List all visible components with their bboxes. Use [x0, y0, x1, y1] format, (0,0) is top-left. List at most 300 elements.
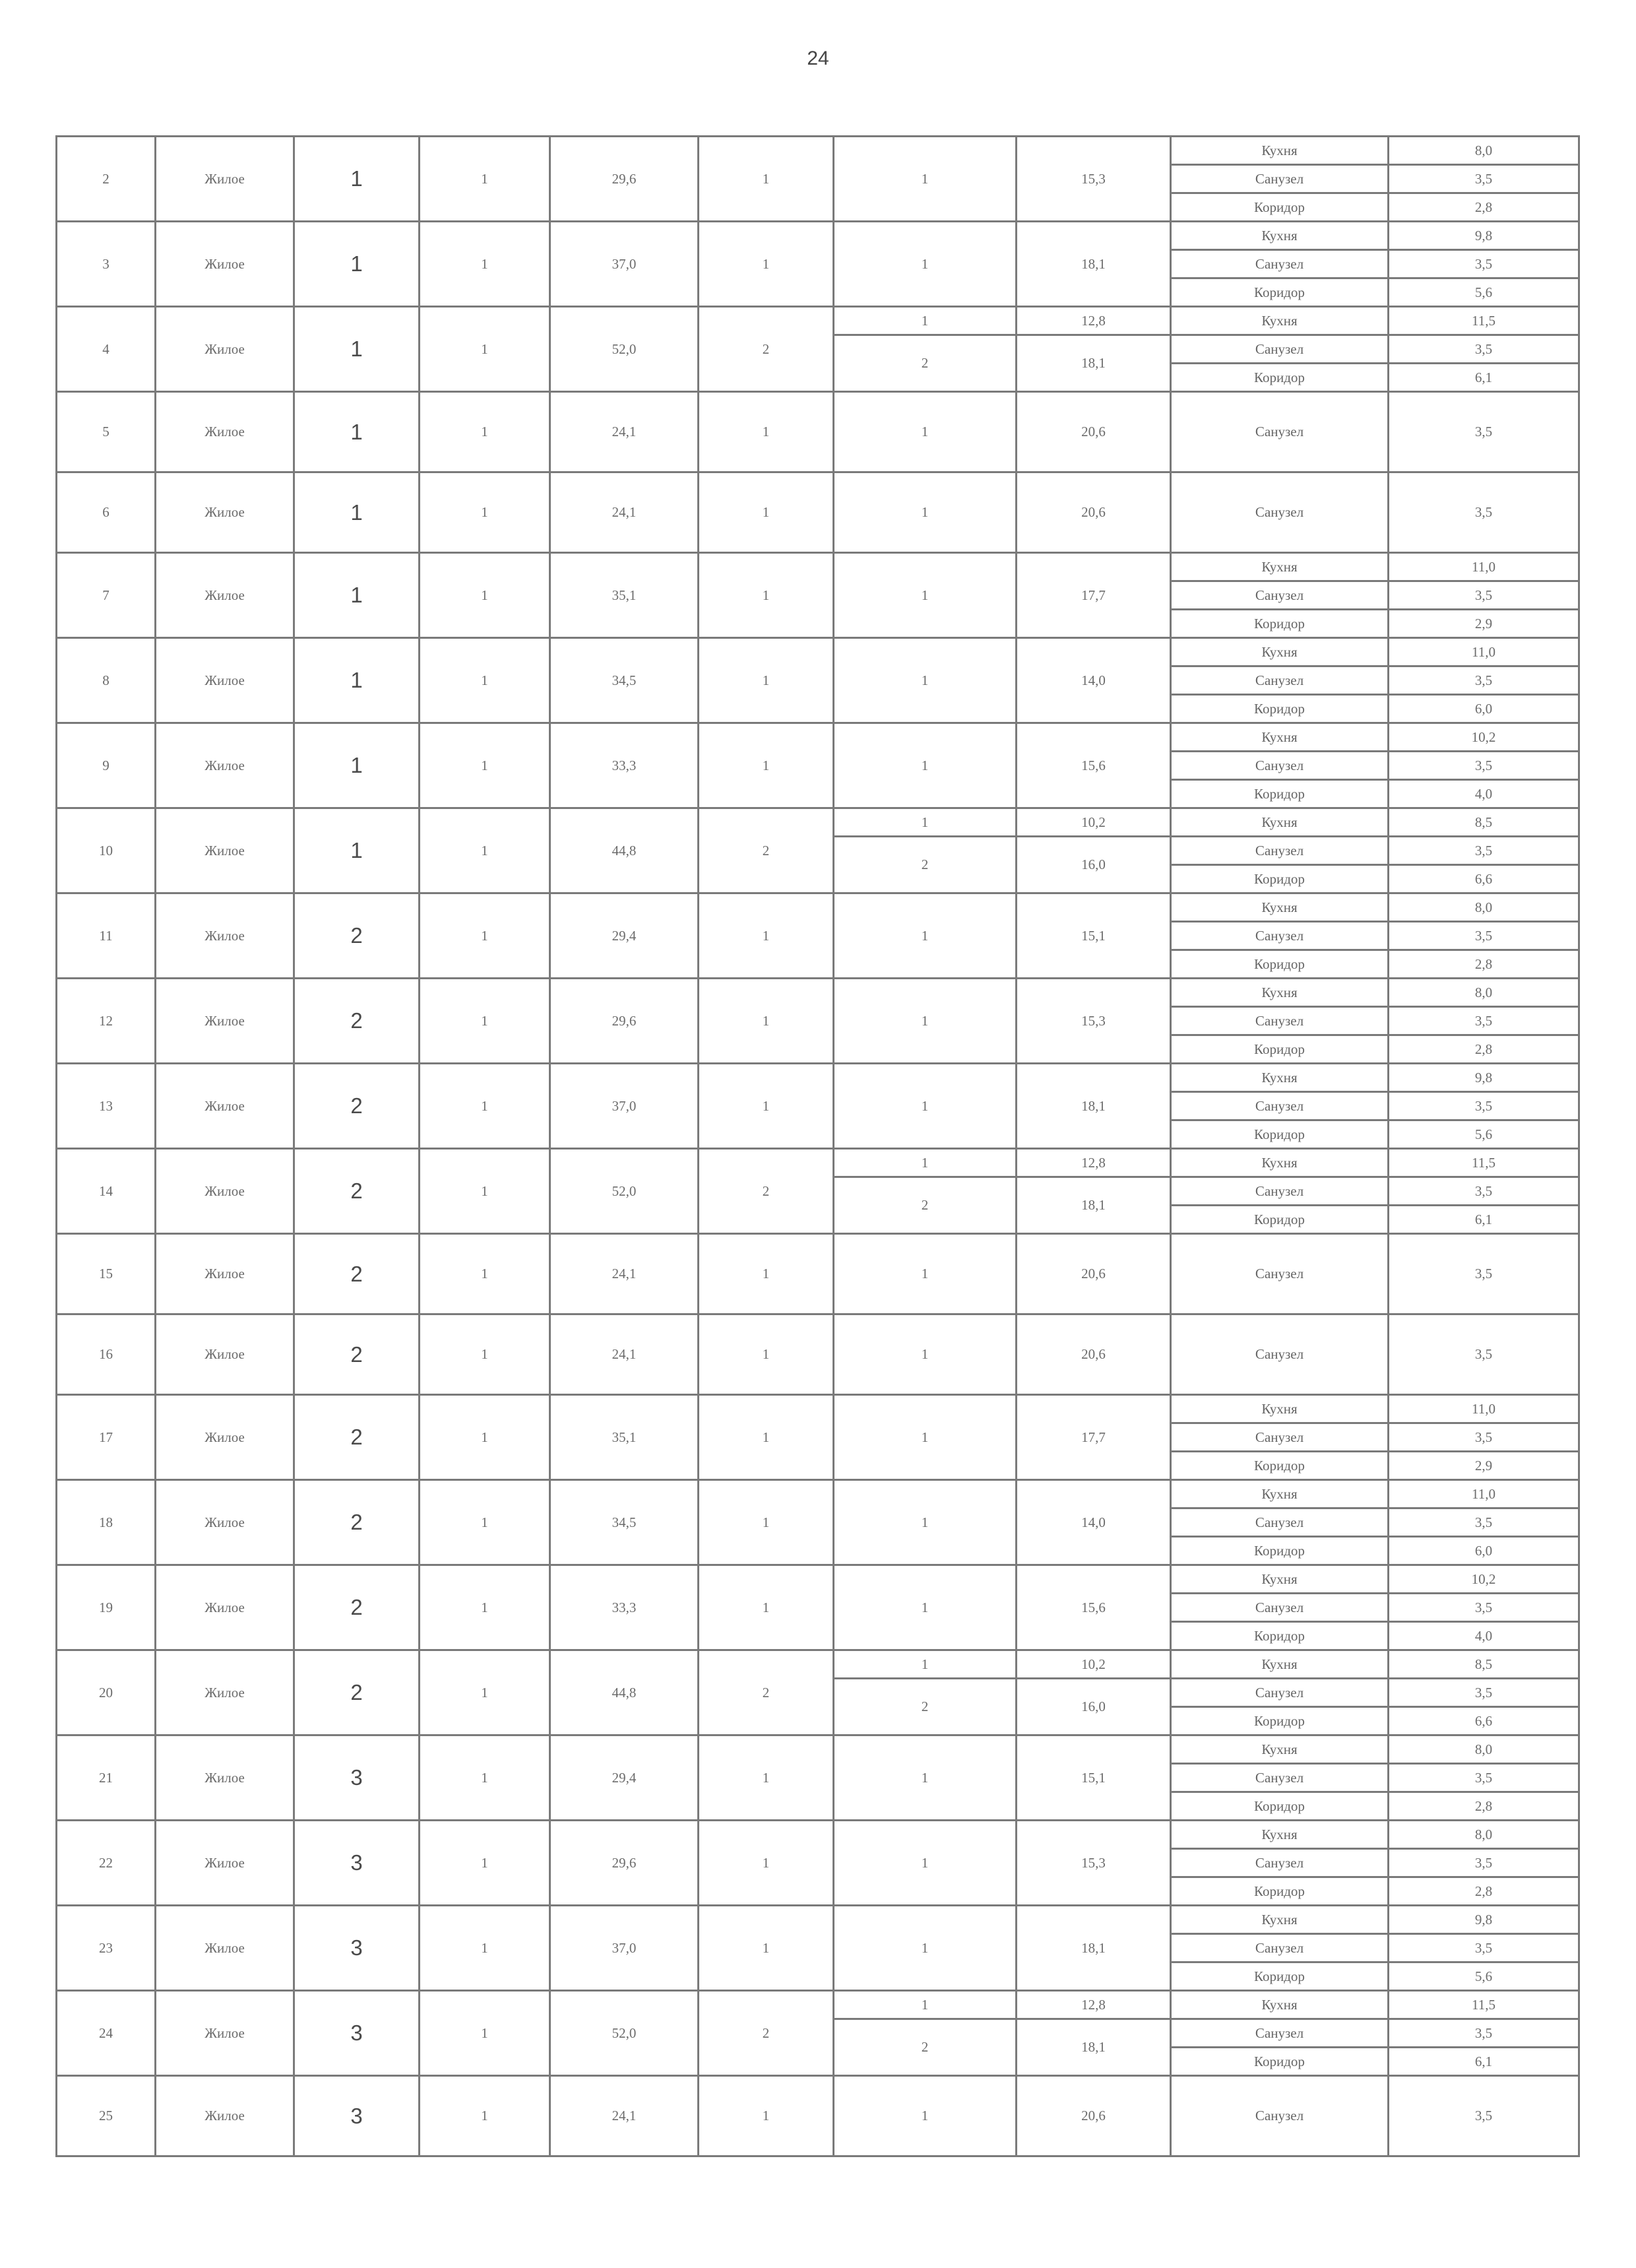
aux-room-area-cell: 3,5	[1389, 581, 1579, 610]
room-number-cell: 1	[834, 472, 1017, 553]
apartment-number-cell: 4	[57, 307, 156, 392]
room-number-cell: 1	[834, 307, 1017, 335]
room-area-cell: 20,6	[1017, 2076, 1171, 2156]
apartment-number-cell: 9	[57, 723, 156, 808]
aux-room-area-cell: 3,5	[1389, 1314, 1579, 1395]
aux-room-area-cell: 11,5	[1389, 1149, 1579, 1177]
sections-cell: 1	[420, 638, 550, 723]
room-number-cell: 1	[834, 1064, 1017, 1149]
sections-cell: 1	[420, 723, 550, 808]
room-number-cell: 1	[834, 1314, 1017, 1395]
room-number-cell: 1	[834, 222, 1017, 307]
room-number-cell: 1	[834, 1565, 1017, 1650]
rooms-count-cell: 1	[699, 222, 834, 307]
total-area-cell: 34,5	[550, 1480, 699, 1565]
room-number-cell: 1	[834, 638, 1017, 723]
aux-room-area-cell: 8,0	[1389, 137, 1579, 165]
aux-room-name-cell: Санузел	[1171, 2019, 1389, 2048]
aux-room-area-cell: 6,6	[1389, 1707, 1579, 1735]
sections-cell: 1	[420, 1395, 550, 1480]
apartment-number-cell: 18	[57, 1480, 156, 1565]
aux-room-name-cell: Санузел	[1171, 1423, 1389, 1452]
room-area-cell: 16,0	[1017, 837, 1171, 893]
room-number-cell: 1	[834, 723, 1017, 808]
total-area-cell: 44,8	[550, 1650, 699, 1735]
purpose-cell: Жилое	[156, 1314, 294, 1395]
purpose-cell: Жилое	[156, 1906, 294, 1991]
aux-room-area-cell: 11,5	[1389, 1991, 1579, 2019]
apartment-number-cell: 3	[57, 222, 156, 307]
total-area-cell: 33,3	[550, 1565, 699, 1650]
apartment-number-cell: 22	[57, 1821, 156, 1906]
aux-room-area-cell: 11,0	[1389, 553, 1579, 581]
aux-room-area-cell: 10,2	[1389, 723, 1579, 752]
floor-cell: 1	[294, 723, 420, 808]
table-row	[57, 1735, 1579, 1764]
aux-room-area-cell: 6,1	[1389, 1206, 1579, 1234]
rooms-count-cell: 1	[699, 723, 834, 808]
purpose-cell: Жилое	[156, 979, 294, 1064]
room-area-cell: 18,1	[1017, 1064, 1171, 1149]
total-area-cell: 37,0	[550, 1064, 699, 1149]
floor-cell: 1	[294, 472, 420, 553]
sections-cell: 1	[420, 1821, 550, 1906]
aux-room-area-cell: 3,5	[1389, 2019, 1579, 2048]
room-area-cell: 10,2	[1017, 1650, 1171, 1679]
aux-room-area-cell: 3,5	[1389, 1092, 1579, 1120]
floor-cell: 2	[294, 893, 420, 979]
page-number: 24	[807, 48, 829, 69]
aux-room-name-cell: Санузел	[1171, 1177, 1389, 1206]
aux-room-name-cell: Кухня	[1171, 1149, 1389, 1177]
purpose-cell: Жилое	[156, 1821, 294, 1906]
floor-cell: 2	[294, 1565, 420, 1650]
room-number-cell: 2	[834, 1679, 1017, 1735]
aux-room-name-cell: Кухня	[1171, 638, 1389, 666]
aux-room-area-cell: 8,0	[1389, 1821, 1579, 1849]
apartment-number-cell: 8	[57, 638, 156, 723]
room-number-cell: 1	[834, 392, 1017, 472]
total-area-cell: 29,4	[550, 893, 699, 979]
aux-room-area-cell: 9,8	[1389, 1064, 1579, 1092]
aux-room-area-cell: 3,5	[1389, 1007, 1579, 1035]
room-area-cell: 20,6	[1017, 1234, 1171, 1314]
room-area-cell: 14,0	[1017, 638, 1171, 723]
floor-cell: 3	[294, 2076, 420, 2156]
total-area-cell: 52,0	[550, 1991, 699, 2076]
aux-room-name-cell: Кухня	[1171, 1906, 1389, 1934]
sections-cell: 1	[420, 1064, 550, 1149]
floor-cell: 2	[294, 1314, 420, 1395]
table-row	[57, 1991, 1579, 2019]
sections-cell: 1	[420, 392, 550, 472]
aux-room-name-cell: Санузел	[1171, 250, 1389, 278]
apartments-table	[55, 135, 1580, 2157]
apartment-number-cell: 17	[57, 1395, 156, 1480]
purpose-cell: Жилое	[156, 472, 294, 553]
purpose-cell: Жилое	[156, 222, 294, 307]
room-area-cell: 14,0	[1017, 1480, 1171, 1565]
aux-room-area-cell: 8,0	[1389, 893, 1579, 922]
room-number-cell: 1	[834, 979, 1017, 1064]
room-number-cell: 1	[834, 2076, 1017, 2156]
apartment-number-cell: 15	[57, 1234, 156, 1314]
aux-room-name-cell: Коридор	[1171, 1877, 1389, 1906]
purpose-cell: Жилое	[156, 392, 294, 472]
room-area-cell: 15,3	[1017, 137, 1171, 222]
room-number-cell: 2	[834, 1177, 1017, 1234]
room-number-cell: 1	[834, 1821, 1017, 1906]
aux-room-area-cell: 3,5	[1389, 1849, 1579, 1877]
rooms-count-cell: 1	[699, 1735, 834, 1821]
aux-room-name-cell: Санузел	[1171, 1007, 1389, 1035]
apartment-number-cell: 16	[57, 1314, 156, 1395]
floor-cell: 2	[294, 1149, 420, 1234]
aux-room-name-cell: Санузел	[1171, 1679, 1389, 1707]
aux-room-name-cell: Коридор	[1171, 950, 1389, 979]
room-number-cell: 1	[834, 893, 1017, 979]
aux-room-area-cell: 11,0	[1389, 638, 1579, 666]
aux-room-name-cell: Санузел	[1171, 1764, 1389, 1792]
floor-cell: 1	[294, 222, 420, 307]
total-area-cell: 29,4	[550, 1735, 699, 1821]
rooms-count-cell: 1	[699, 553, 834, 638]
rooms-count-cell: 2	[699, 1650, 834, 1735]
floor-cell: 1	[294, 808, 420, 893]
aux-room-name-cell: Кухня	[1171, 137, 1389, 165]
aux-room-area-cell: 5,6	[1389, 1962, 1579, 1991]
aux-room-name-cell: Коридор	[1171, 865, 1389, 893]
apartment-number-cell: 23	[57, 1906, 156, 1991]
aux-room-area-cell: 3,5	[1389, 165, 1579, 193]
aux-room-name-cell: Кухня	[1171, 723, 1389, 752]
sections-cell: 1	[420, 472, 550, 553]
aux-room-area-cell: 3,5	[1389, 1234, 1579, 1314]
aux-room-area-cell: 3,5	[1389, 2076, 1579, 2156]
aux-room-name-cell: Санузел	[1171, 165, 1389, 193]
rooms-count-cell: 1	[699, 1480, 834, 1565]
aux-room-area-cell: 5,6	[1389, 278, 1579, 307]
sections-cell: 1	[420, 222, 550, 307]
apartment-number-cell: 21	[57, 1735, 156, 1821]
sections-cell: 1	[420, 2076, 550, 2156]
table-row	[57, 1480, 1579, 1508]
total-area-cell: 52,0	[550, 1149, 699, 1234]
rooms-count-cell: 1	[699, 137, 834, 222]
aux-room-name-cell: Кухня	[1171, 979, 1389, 1007]
aux-room-area-cell: 5,6	[1389, 1120, 1579, 1149]
aux-room-area-cell: 3,5	[1389, 666, 1579, 695]
aux-room-area-cell: 3,5	[1389, 472, 1579, 553]
apartment-number-cell: 7	[57, 553, 156, 638]
aux-room-area-cell: 2,8	[1389, 950, 1579, 979]
apartment-number-cell: 10	[57, 808, 156, 893]
sections-cell: 1	[420, 1314, 550, 1395]
aux-room-name-cell: Кухня	[1171, 1064, 1389, 1092]
apartment-number-cell: 5	[57, 392, 156, 472]
room-area-cell: 15,3	[1017, 979, 1171, 1064]
total-area-cell: 35,1	[550, 553, 699, 638]
floor-cell: 1	[294, 307, 420, 392]
room-area-cell: 18,1	[1017, 335, 1171, 392]
room-area-cell: 15,6	[1017, 723, 1171, 808]
apartment-number-cell: 11	[57, 893, 156, 979]
aux-room-name-cell: Коридор	[1171, 2048, 1389, 2076]
room-number-cell: 2	[834, 837, 1017, 893]
aux-room-area-cell: 11,0	[1389, 1480, 1579, 1508]
total-area-cell: 35,1	[550, 1395, 699, 1480]
room-area-cell: 18,1	[1017, 222, 1171, 307]
aux-room-area-cell: 3,5	[1389, 1679, 1579, 1707]
aux-room-area-cell: 6,6	[1389, 865, 1579, 893]
room-area-cell: 12,8	[1017, 307, 1171, 335]
aux-room-name-cell: Санузел	[1171, 922, 1389, 950]
sections-cell: 1	[420, 1991, 550, 2076]
aux-room-area-cell: 3,5	[1389, 1177, 1579, 1206]
purpose-cell: Жилое	[156, 1480, 294, 1565]
table-row	[57, 1650, 1579, 1679]
aux-room-name-cell: Кухня	[1171, 1991, 1389, 2019]
purpose-cell: Жилое	[156, 1149, 294, 1234]
purpose-cell: Жилое	[156, 137, 294, 222]
total-area-cell: 37,0	[550, 1906, 699, 1991]
aux-room-name-cell: Кухня	[1171, 893, 1389, 922]
aux-room-area-cell: 6,0	[1389, 1537, 1579, 1565]
apartment-number-cell: 12	[57, 979, 156, 1064]
aux-room-name-cell: Кухня	[1171, 1735, 1389, 1764]
aux-room-area-cell: 6,0	[1389, 695, 1579, 723]
aux-room-name-cell: Коридор	[1171, 193, 1389, 222]
purpose-cell: Жилое	[156, 1565, 294, 1650]
room-area-cell: 10,2	[1017, 808, 1171, 837]
room-number-cell: 2	[834, 335, 1017, 392]
apartment-number-cell: 6	[57, 472, 156, 553]
floor-cell: 2	[294, 1395, 420, 1480]
aux-room-area-cell: 4,0	[1389, 780, 1579, 808]
aux-room-area-cell: 3,5	[1389, 1764, 1579, 1792]
purpose-cell: Жилое	[156, 808, 294, 893]
floor-cell: 3	[294, 1906, 420, 1991]
aux-room-area-cell: 3,5	[1389, 392, 1579, 472]
table-row	[57, 1234, 1579, 1314]
room-number-cell: 2	[834, 2019, 1017, 2076]
floor-cell: 2	[294, 1064, 420, 1149]
purpose-cell: Жилое	[156, 1234, 294, 1314]
table-row	[57, 1314, 1579, 1395]
floor-cell: 2	[294, 1480, 420, 1565]
aux-room-area-cell: 9,8	[1389, 222, 1579, 250]
rooms-count-cell: 1	[699, 979, 834, 1064]
purpose-cell: Жилое	[156, 638, 294, 723]
floor-cell: 2	[294, 1234, 420, 1314]
sections-cell: 1	[420, 1735, 550, 1821]
table-row	[57, 808, 1579, 837]
sections-cell: 1	[420, 808, 550, 893]
floor-cell: 1	[294, 638, 420, 723]
table-row	[57, 1565, 1579, 1594]
aux-room-name-cell: Кухня	[1171, 808, 1389, 837]
aux-room-area-cell: 3,5	[1389, 335, 1579, 364]
aux-room-area-cell: 2,9	[1389, 610, 1579, 638]
aux-room-name-cell: Коридор	[1171, 1035, 1389, 1064]
table-row	[57, 222, 1579, 250]
table-row	[57, 1906, 1579, 1934]
total-area-cell: 29,6	[550, 1821, 699, 1906]
rooms-count-cell: 1	[699, 1234, 834, 1314]
room-area-cell: 15,3	[1017, 1821, 1171, 1906]
aux-room-name-cell: Коридор	[1171, 1962, 1389, 1991]
sections-cell: 1	[420, 1565, 550, 1650]
aux-room-name-cell: Санузел	[1171, 1934, 1389, 1962]
aux-room-area-cell: 8,5	[1389, 1650, 1579, 1679]
aux-room-name-cell: Коридор	[1171, 1792, 1389, 1821]
aux-room-name-cell: Кухня	[1171, 307, 1389, 335]
floor-cell: 1	[294, 137, 420, 222]
aux-room-area-cell: 8,5	[1389, 808, 1579, 837]
sections-cell: 1	[420, 1906, 550, 1991]
rooms-count-cell: 1	[699, 1314, 834, 1395]
aux-room-name-cell: Санузел	[1171, 1314, 1389, 1395]
rooms-count-cell: 1	[699, 472, 834, 553]
floor-cell: 1	[294, 553, 420, 638]
table-row	[57, 1395, 1579, 1423]
floor-cell: 1	[294, 392, 420, 472]
rooms-count-cell: 2	[699, 1991, 834, 2076]
aux-room-name-cell: Санузел	[1171, 335, 1389, 364]
aux-room-name-cell: Санузел	[1171, 666, 1389, 695]
purpose-cell: Жилое	[156, 2076, 294, 2156]
rooms-count-cell: 1	[699, 392, 834, 472]
apartment-number-cell: 2	[57, 137, 156, 222]
aux-room-name-cell: Санузел	[1171, 752, 1389, 780]
room-area-cell: 15,6	[1017, 1565, 1171, 1650]
aux-room-name-cell: Коридор	[1171, 1707, 1389, 1735]
purpose-cell: Жилое	[156, 723, 294, 808]
aux-room-name-cell: Коридор	[1171, 1452, 1389, 1480]
aux-room-name-cell: Кухня	[1171, 1650, 1389, 1679]
aux-room-area-cell: 3,5	[1389, 1594, 1579, 1622]
total-area-cell: 24,1	[550, 392, 699, 472]
aux-room-area-cell: 3,5	[1389, 250, 1579, 278]
table-row	[57, 1064, 1579, 1092]
table-row	[57, 893, 1579, 922]
aux-room-name-cell: Коридор	[1171, 1120, 1389, 1149]
aux-room-name-cell: Санузел	[1171, 581, 1389, 610]
rooms-count-cell: 2	[699, 307, 834, 392]
room-area-cell: 17,7	[1017, 1395, 1171, 1480]
room-number-cell: 1	[834, 1149, 1017, 1177]
total-area-cell: 37,0	[550, 222, 699, 307]
aux-room-area-cell: 3,5	[1389, 922, 1579, 950]
room-number-cell: 1	[834, 1395, 1017, 1480]
room-area-cell: 17,7	[1017, 553, 1171, 638]
sections-cell: 1	[420, 307, 550, 392]
aux-room-name-cell: Кухня	[1171, 553, 1389, 581]
aux-room-area-cell: 3,5	[1389, 1934, 1579, 1962]
floor-cell: 3	[294, 1735, 420, 1821]
aux-room-name-cell: Коридор	[1171, 695, 1389, 723]
aux-room-name-cell: Санузел	[1171, 1508, 1389, 1537]
aux-room-name-cell: Санузел	[1171, 1849, 1389, 1877]
aux-room-area-cell: 6,1	[1389, 364, 1579, 392]
rooms-count-cell: 1	[699, 1906, 834, 1991]
rooms-count-cell: 1	[699, 1565, 834, 1650]
floor-cell: 3	[294, 1821, 420, 1906]
sections-cell: 1	[420, 1650, 550, 1735]
table-row	[57, 307, 1579, 335]
apartment-number-cell: 14	[57, 1149, 156, 1234]
sections-cell: 1	[420, 137, 550, 222]
aux-room-area-cell: 2,8	[1389, 193, 1579, 222]
apartment-number-cell: 19	[57, 1565, 156, 1650]
room-area-cell: 18,1	[1017, 2019, 1171, 2076]
floor-cell: 3	[294, 1991, 420, 2076]
sections-cell: 1	[420, 1149, 550, 1234]
room-number-cell: 1	[834, 808, 1017, 837]
room-number-cell: 1	[834, 1906, 1017, 1991]
aux-room-name-cell: Коридор	[1171, 1537, 1389, 1565]
purpose-cell: Жилое	[156, 1650, 294, 1735]
room-number-cell: 1	[834, 1735, 1017, 1821]
room-area-cell: 20,6	[1017, 1314, 1171, 1395]
purpose-cell: Жилое	[156, 893, 294, 979]
aux-room-area-cell: 2,8	[1389, 1877, 1579, 1906]
aux-room-area-cell: 2,8	[1389, 1792, 1579, 1821]
apartment-number-cell: 20	[57, 1650, 156, 1735]
room-number-cell: 1	[834, 553, 1017, 638]
purpose-cell: Жилое	[156, 1064, 294, 1149]
aux-room-name-cell: Кухня	[1171, 1565, 1389, 1594]
total-area-cell: 34,5	[550, 638, 699, 723]
rooms-count-cell: 1	[699, 2076, 834, 2156]
room-area-cell: 18,1	[1017, 1177, 1171, 1234]
floor-cell: 2	[294, 979, 420, 1064]
room-number-cell: 1	[834, 137, 1017, 222]
sections-cell: 1	[420, 1480, 550, 1565]
aux-room-area-cell: 3,5	[1389, 1508, 1579, 1537]
total-area-cell: 24,1	[550, 1314, 699, 1395]
apartment-number-cell: 25	[57, 2076, 156, 2156]
aux-room-area-cell: 11,5	[1389, 307, 1579, 335]
table-row	[57, 472, 1579, 553]
total-area-cell: 29,6	[550, 137, 699, 222]
room-area-cell: 20,6	[1017, 392, 1171, 472]
aux-room-area-cell: 11,0	[1389, 1395, 1579, 1423]
aux-room-name-cell: Коридор	[1171, 364, 1389, 392]
aux-room-area-cell: 3,5	[1389, 752, 1579, 780]
aux-room-name-cell: Кухня	[1171, 1821, 1389, 1849]
purpose-cell: Жилое	[156, 553, 294, 638]
total-area-cell: 29,6	[550, 979, 699, 1064]
total-area-cell: 24,1	[550, 472, 699, 553]
aux-room-area-cell: 4,0	[1389, 1622, 1579, 1650]
room-area-cell: 15,1	[1017, 893, 1171, 979]
sections-cell: 1	[420, 1234, 550, 1314]
table-row	[57, 392, 1579, 472]
room-number-cell: 1	[834, 1480, 1017, 1565]
table-row	[57, 2076, 1579, 2156]
table-row	[57, 1821, 1579, 1849]
aux-room-name-cell: Санузел	[1171, 837, 1389, 865]
table-row	[57, 553, 1579, 581]
aux-room-name-cell: Коридор	[1171, 278, 1389, 307]
purpose-cell: Жилое	[156, 1991, 294, 2076]
aux-room-name-cell: Кухня	[1171, 1480, 1389, 1508]
table-row	[57, 979, 1579, 1007]
aux-room-area-cell: 9,8	[1389, 1906, 1579, 1934]
table-row	[57, 1149, 1579, 1177]
rooms-count-cell: 1	[699, 1395, 834, 1480]
